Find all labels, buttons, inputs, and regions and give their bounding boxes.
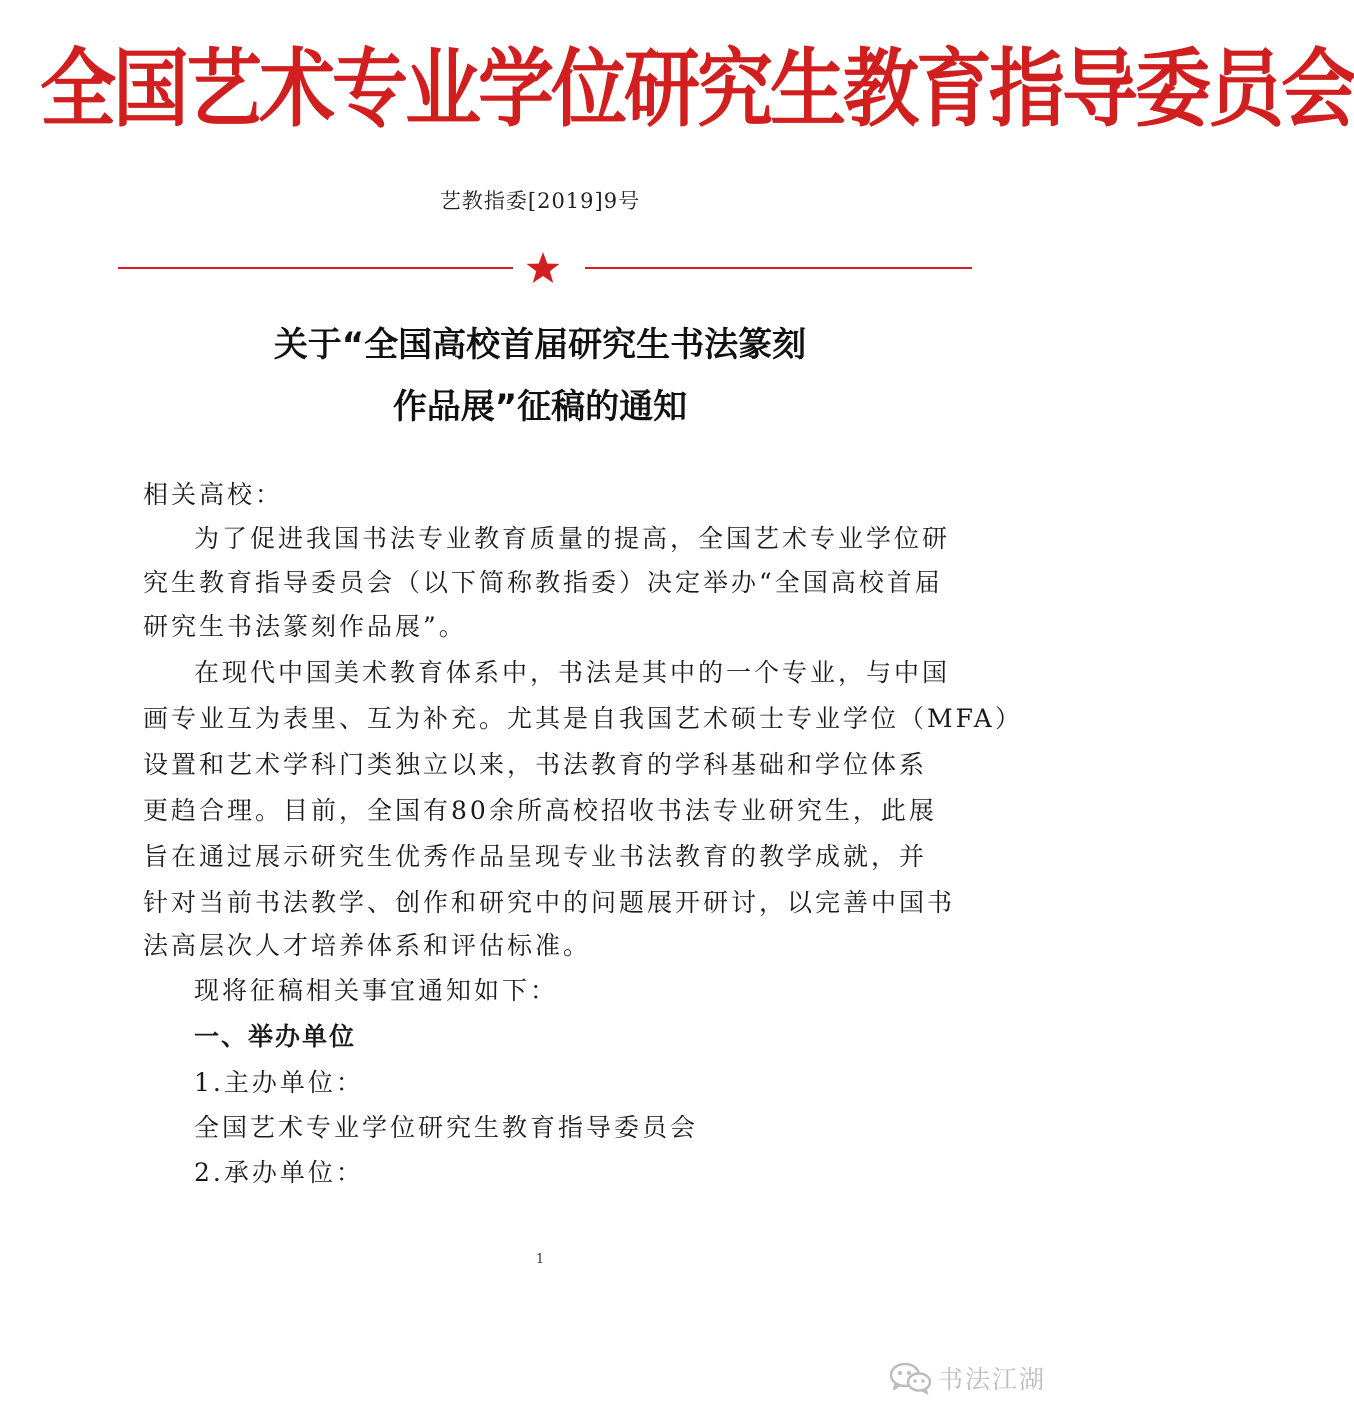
item-value: 全国艺术专业学位研究生教育指导委员会 [194,1113,699,1142]
document-number: 艺教指委[2019]9号 [439,189,641,213]
document-title-line-2: 作品展”征稿的通知 [392,387,688,427]
paragraph-line: 在现代中国美术教育体系中，书法是其中的一个专业，与中国 [194,658,951,687]
paragraph-line: 画专业互为表里、互为补充。尤其是自我国艺术硕士专业学位（MFA） [143,704,1023,733]
paragraph-line: 旨在通过展示研究生优秀作品呈现专业书法教育的教学成就，并 [143,842,928,871]
watermark [888,1358,1046,1398]
divider-right [585,267,972,269]
paragraph-line: 更趋合理。目前，全国有80余所高校招收书法专业研究生，此展 [143,796,937,825]
star-icon [525,250,561,286]
document-title-line-1: 关于“全国高校首届研究生书法篆刻 [273,325,807,365]
watermark-text: 书法江湖 [938,1365,1047,1394]
salutation: 相关高校： [143,480,284,509]
organization-header: 全国艺术专业学位研究生教育指导委员会 [40,39,1354,139]
section-heading: 一、举办单位 [194,1022,357,1051]
page-number: 1 [535,1252,545,1267]
paragraph-line: 设置和艺术学科门类独立以来，书法教育的学科基础和学位体系 [143,750,928,779]
paragraph-line: 为了促进我国书法专业教育质量的提高，全国艺术专业学位研 [194,524,951,553]
paragraph-line: 针对当前书法教学、创作和研究中的问题展开研讨，以完善中国书 [143,888,956,917]
paragraph-line: 研究生书法篆刻作品展”。 [143,612,467,641]
item-label: 1.主办单位： [194,1068,364,1097]
paragraph-line: 法高层次人才培养体系和评估标准。 [143,931,592,960]
divider-left [118,267,513,269]
wechat-icon [888,1362,932,1394]
paragraph-line: 究生教育指导委员会（以下简称教指委）决定举办“全国高校首届 [143,568,943,597]
paragraph-line: 现将征稿相关事宜通知如下： [194,976,559,1005]
item-label: 2.承办单位： [194,1158,364,1187]
